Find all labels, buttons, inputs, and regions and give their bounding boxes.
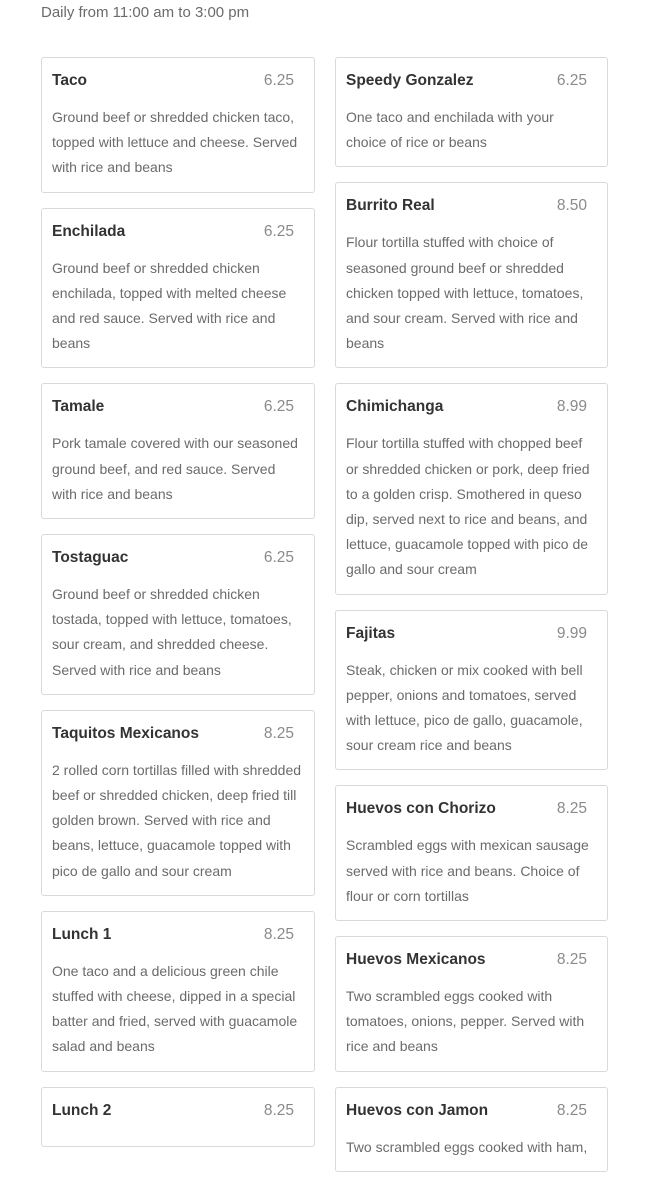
menu-item-card bbox=[335, 610, 608, 771]
menu-item-price: 8.25 bbox=[556, 800, 587, 818]
menu-column-right bbox=[335, 57, 608, 1187]
menu-item-name: Fajitas bbox=[346, 624, 396, 642]
menu-item-name: Burrito Real bbox=[346, 197, 435, 215]
menu-item-price: 8.25 bbox=[263, 724, 294, 742]
menu-item-card bbox=[335, 1087, 608, 1172]
menu-item-name: Huevos Mexicanos bbox=[346, 951, 486, 969]
menu-item-price: 8.25 bbox=[263, 925, 294, 943]
menu-item-price: 6.25 bbox=[263, 398, 294, 416]
menu-item-name: Speedy Gonzalez bbox=[346, 72, 474, 89]
menu-item-name: Lunch 2 bbox=[52, 1101, 112, 1119]
menu-item-description: Ground beef or shredded chicken enchilada, topped with melted cheese and red sauce. Served with rice and beans bbox=[52, 259, 287, 352]
menu-hours: Daily from 11:00 am to 3:00 pm bbox=[41, 4, 250, 21]
menu-item-name: Enchilada bbox=[52, 222, 126, 240]
menu-item-name: Taco bbox=[52, 72, 88, 89]
menu-item-price: 8.50 bbox=[556, 197, 587, 215]
menu-column-left bbox=[41, 57, 315, 1162]
menu-item-description: Pork tamale covered with our seasoned ground beef, and red sauce. Served with rice and beans bbox=[52, 435, 298, 502]
menu-item-description: One taco and enchilada with your choice of rice or beans bbox=[346, 109, 554, 151]
menu-item-card bbox=[41, 710, 315, 896]
menu-item-name: Taquitos Mexicanos bbox=[52, 724, 199, 742]
menu-item-description: Two scrambled eggs cooked with tomatoes, onions, pepper. Served with rice and beans bbox=[346, 988, 585, 1055]
menu-item-card bbox=[335, 383, 608, 594]
menu-item-card bbox=[41, 57, 315, 193]
menu-item-description: Ground beef or shredded chicken tostada, topped with lettuce, tomatoes, sour cream, and shredded cheese. Served with rice and beans bbox=[52, 586, 292, 678]
menu-item-card bbox=[335, 182, 608, 368]
menu-item-description: One taco and a delicious green chile stuffed with cheese, dipped in a special batter and fried, served with guacamole salad and beans bbox=[52, 962, 298, 1055]
menu-item-name: Huevos con Chorizo bbox=[346, 800, 496, 818]
menu-item-name: Tamale bbox=[52, 398, 105, 416]
menu-item-card bbox=[41, 1087, 315, 1147]
menu-item-price: 6.25 bbox=[263, 222, 294, 240]
menu-item-name: Tostaguac bbox=[52, 549, 129, 567]
menu-item-card bbox=[41, 911, 315, 1072]
menu-item-card bbox=[41, 383, 315, 519]
menu-item-name: Huevos con Jamon bbox=[346, 1101, 489, 1119]
menu-item-card bbox=[335, 936, 608, 1072]
menu-item-card bbox=[335, 57, 608, 167]
menu-item-price: 8.99 bbox=[556, 398, 587, 416]
menu-item-price: 6.25 bbox=[263, 549, 294, 567]
menu-item-description: Steak, chicken or mix cooked with bell pepper, onions and tomatoes, served with lettuce, pico de gallo, guacamole, sour cream rice and beans bbox=[346, 661, 583, 754]
menu-item-card bbox=[335, 785, 608, 921]
menu-item-price: 6.25 bbox=[263, 72, 294, 89]
menu-item-description: Ground beef or shredded chicken taco, topped with lettuce and cheese. Served with rice and beans bbox=[52, 109, 298, 176]
menu-item-description: Two scrambled eggs cooked with ham, bbox=[346, 1138, 588, 1155]
menu-item-price: 8.25 bbox=[556, 951, 587, 969]
menu-item-price: 8.25 bbox=[263, 1101, 294, 1119]
menu-item-name: Chimichanga bbox=[346, 398, 444, 416]
menu-item-description: Flour tortilla stuffed with chopped beef or shredded chicken or pork, deep fried to a golden crisp. Smothered in queso dip, served next to rice and beans, and lettuce, guacamole topped with pico de gallo and sour cream bbox=[346, 435, 590, 578]
menu-item-price: 8.25 bbox=[556, 1101, 587, 1119]
menu-item-price: 6.25 bbox=[556, 72, 587, 89]
menu-item-description: 2 rolled corn tortillas filled with shredded beef or shredded chicken, deep fried till golden brown. Served with rice and beans, lettuce, guacamole topped with pico de gallo and sour cream bbox=[52, 761, 302, 879]
menu-item-name: Lunch 1 bbox=[52, 925, 112, 943]
menu-item-price: 9.99 bbox=[556, 624, 587, 642]
menu-item-description: Scrambled eggs with mexican sausage served with rice and beans. Choice of flour or corn tortillas bbox=[346, 837, 589, 904]
menu-item-description: Flour tortilla stuffed with choice of seasoned ground beef or shredded chicken topped with lettuce, tomatoes, and sour cream. Served with rice and beans bbox=[346, 234, 584, 352]
menu-item-card bbox=[41, 534, 315, 695]
menu-item-card bbox=[41, 208, 315, 369]
